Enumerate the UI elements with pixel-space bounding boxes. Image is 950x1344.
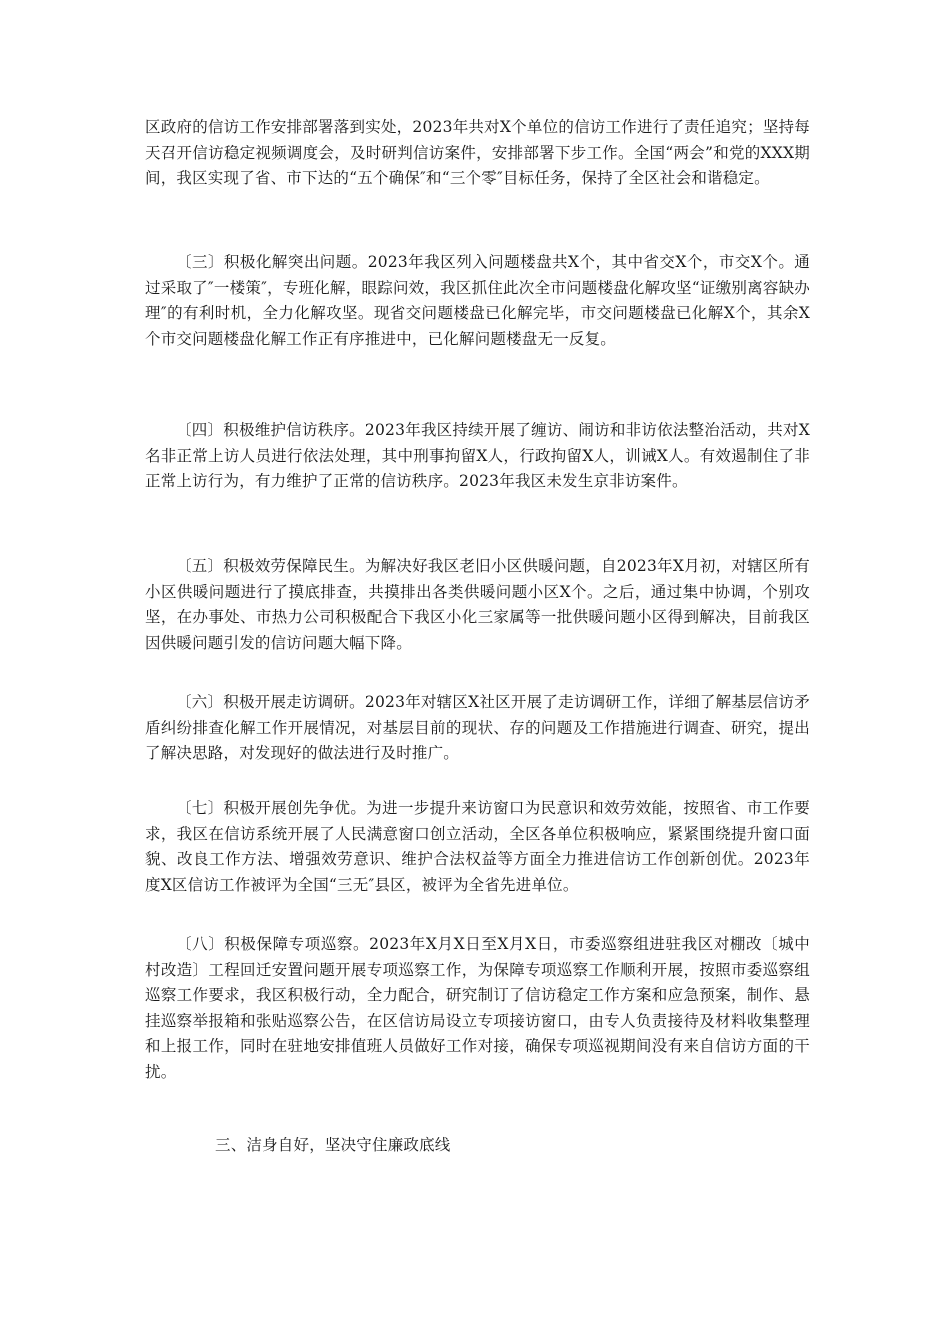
paragraph-continuation: 区政府的信访工作安排部署落到实处，2023年共对X个单位的信访工作进行了责任追究；坚持每天召开信访稳定视频调度会，及时研判信访案件，安排部署下步工作。全国“两会”和党的XXX期间，我区实现了省、市下达的“五个确保″和“三个零″目标任务，保持了全区社会和谐稳定。 (145, 118, 810, 187)
paragraph-section-4: 〔四〕积极维护信访秩序。2023年我区持续开展了缠访、闹访和非访依法整治活动，共对X名非正常上访人员进行依法处理，其中刑事拘留X人，行政拘留X人，训诫X人。有效遏制住了非正常上访行为，有力维护了正常的信访秩序。2023年我区未发生京非访案件。 (145, 421, 810, 490)
paragraph-section-7: 〔七〕积极开展创先争优。为进一步提升来访窗口为民意识和效劳效能，按照省、市工作要求，我区在信访系统开展了人民满意窗口创立活动，全区各单位积极响应，紧紧围绕提升窗口面貌、改良工作方法、增强效劳意识、维护合法权益等方面全力推进信访工作创新创优。2023年度X区信访工作被评为全国“三无″县区，被评为全省先进单位。 (145, 799, 810, 894)
paragraph-section-5: 〔五〕积极效劳保障民生。为解决好我区老旧小区供暖问题，自2023年X月初，对辖区所有小区供暖问题进行了摸底排查，共摸排出各类供暖问题小区X个。之后，通过集中协调，个别攻坚，在办事处、市热力公司积极配合下我区小化三家属等一批供暖问题小区得到解决，目前我区因供暖问题引发的信访问题大幅下降。 (145, 557, 810, 652)
paragraph-section-3: 〔三〕积极化解突出问题。2023年我区列入问题楼盘共X个，其中省交X个，市交X个。通过采取了″一楼策″，专班化解，眼踪问效，我区抓住此次全市问题楼盘化解攻坚“证缴别离容缺办理″的有利时机，全力化解攻坚。现省交问题楼盘已化解完毕，市交问题楼盘已化解X个，其余X个市交问题楼盘化解工作正有序推进中，已化解问题楼盘无一反复。 (145, 253, 810, 348)
paragraph-section-6: 〔六〕积极开展走访调研。2023年对辖区X社区开展了走访调研工作，详细了解基层信访矛盾纠纷排查化解工作开展情况，对基层目前的现状、存的问题及工作措施进行调查、研究，提出了解决思路，对发现好的做法进行及时推广。 (145, 693, 810, 762)
paragraph-section-8: 〔八〕积极保障专项巡察。2023年X月X日至X月X日，市委巡察组进驻我区对棚改〔城中村改造〕工程回迁安置问题开展专项巡察工作，为保障专项巡察工作顺利开展，按照市委巡察组巡察工作要求，我区积极行动，全力配合，研究制订了信访稳定工作方案和应急预案，制作、悬挂巡察举报箱和张贴巡察公告，在区信访局设立专项接访窗口，由专人负责接待及材料收集整理和上报工作，同时在驻地安排值班人员做好工作对接，确保专项巡视期间没有来自信访方面的干扰。 (145, 935, 810, 1081)
section-heading: 三、洁身自好，坚决守住廉政底线 (215, 1136, 451, 1154)
